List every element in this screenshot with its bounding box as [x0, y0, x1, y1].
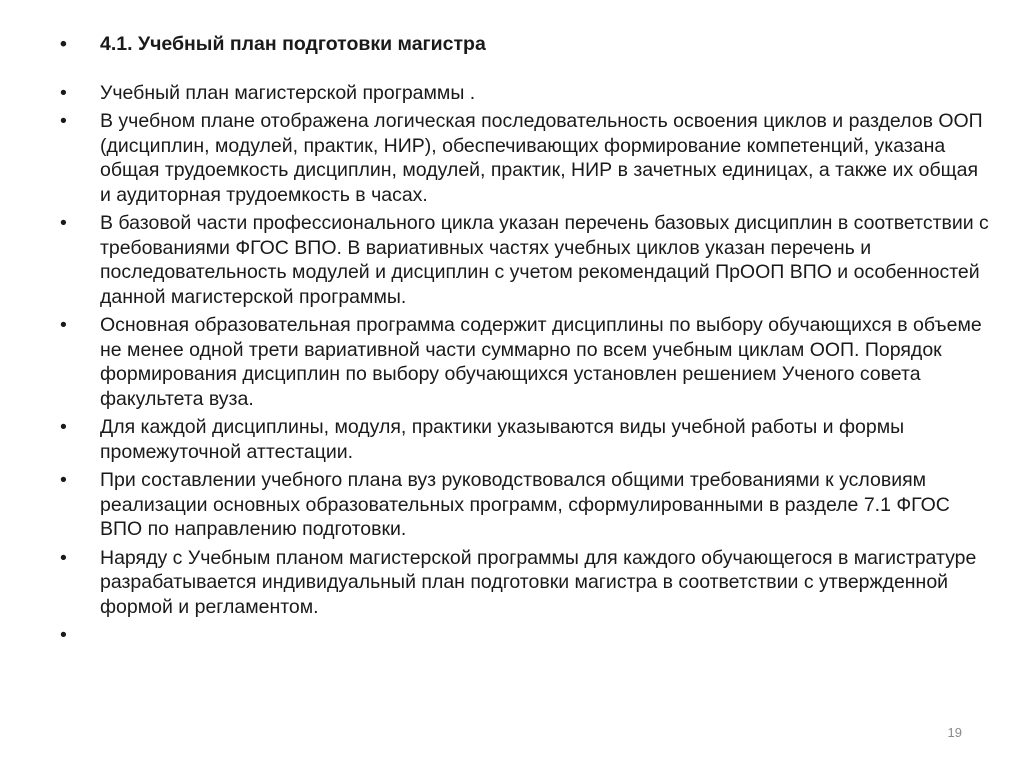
bullet-icon: •: [60, 110, 67, 132]
bullet-text: Наряду с Учебным планом магистерской программы для каждого обучающегося в магистратуре разрабатывается индивидуальный план подготовки магистра в соответствии с утвержденной формой и регламентом.: [100, 546, 977, 618]
list-item: [60, 211, 990, 309]
list-item-empty: [60, 623, 990, 648]
list-item: [60, 546, 990, 620]
slide-title-item: [60, 32, 990, 57]
bullet-icon: •: [60, 81, 67, 104]
bullet-icon: •: [60, 212, 67, 234]
bullet-icon: •: [60, 469, 67, 491]
bullet-icon: •: [60, 624, 67, 646]
bullet-icon: •: [60, 416, 67, 438]
bullet-icon: •: [60, 314, 67, 336]
bullet-icon: •: [60, 546, 67, 569]
list-item: [60, 415, 990, 464]
bullet-text: Учебный план магистерской программы .: [100, 81, 476, 104]
page-number: 19: [947, 725, 962, 740]
bullet-text: В базовой части профессионального цикла указан перечень базовых дисциплин в соответствии с требованиями ФГОС ВПО. В вариативных частях учебных циклов указан перечень и последовательность модулей и дисциплин с учетом рекомендаций ПрООП ВПО и особенностей данной магистерской программы.: [100, 212, 989, 308]
bullet-list: [60, 28, 990, 652]
list-item: [60, 313, 990, 411]
bullet-icon: •: [60, 33, 67, 55]
bullet-text: Основная образовательная программа содержит дисциплины по выбору обучающихся в объеме не менее одной трети вариативной части суммарно по всем учебным циклам ООП. Порядок формирования дисциплин по выбору обучающихся установлен решением Ученого совета факультета вуза.: [100, 314, 982, 410]
bullet-text: При составлении учебного плана вуз руководствовался общими требованиями к условиям реализации основных образовательных программ, сформулированными в разделе 7.1 ФГОС ВПО по направлению подготовки.: [100, 469, 950, 540]
bullet-text: Для каждой дисциплины, модуля, практики указываются виды учебной работы и формы промежуточной аттестации.: [100, 416, 905, 463]
bullet-text: В учебном плане отображена логическая последовательность освоения циклов и разделов ООП (дисциплин, модулей, практик, НИР), обеспечивающих формирование компетенций, указана общая трудоемкость дисциплин, модулей, практик, НИР в зачетных единицах, а также их общая и аудиторная трудоемкость в часах.: [100, 110, 983, 206]
slide-title: 4.1. Учебный план подготовки магистра: [100, 33, 486, 55]
list-item: [60, 109, 990, 207]
list-item: [60, 81, 990, 106]
list-item: [60, 468, 990, 542]
